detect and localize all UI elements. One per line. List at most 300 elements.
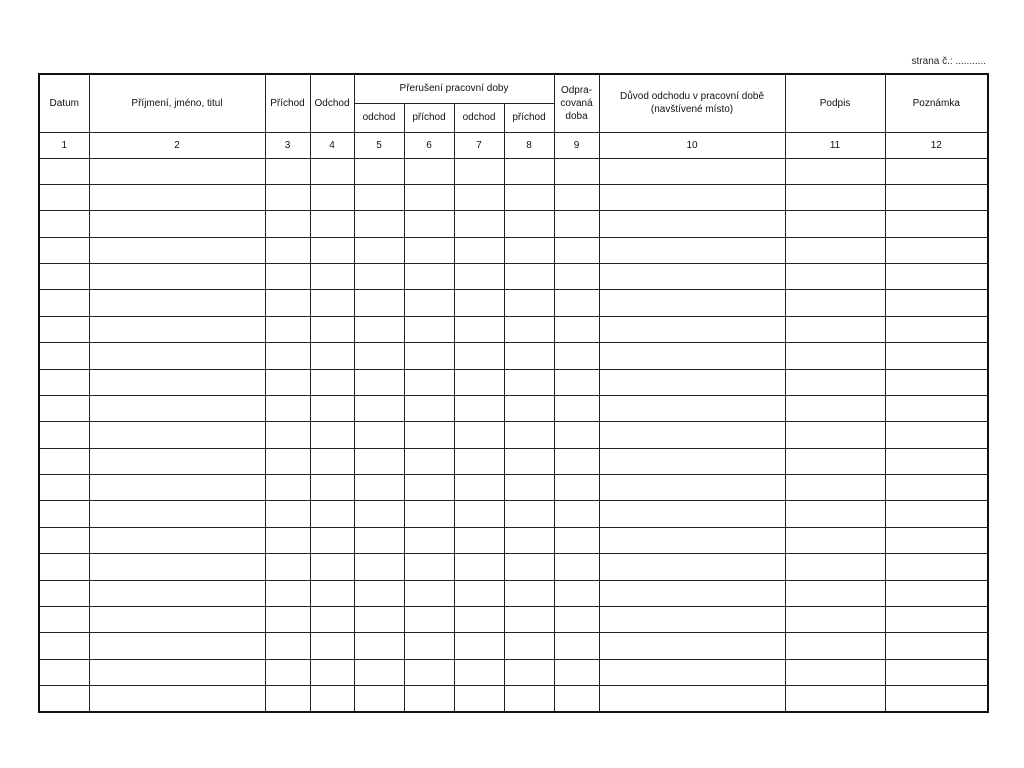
table-cell[interactable] <box>265 237 310 263</box>
table-cell[interactable] <box>404 264 454 290</box>
table-cell[interactable] <box>89 475 265 501</box>
table-cell[interactable] <box>354 448 404 474</box>
table-cell[interactable] <box>554 184 599 210</box>
table-cell[interactable] <box>454 501 504 527</box>
table-cell[interactable] <box>404 343 454 369</box>
table-cell[interactable] <box>785 422 885 448</box>
table-cell[interactable] <box>554 659 599 685</box>
table-cell[interactable] <box>454 395 504 421</box>
table-cell[interactable] <box>404 422 454 448</box>
table-cell[interactable] <box>885 633 988 659</box>
table-cell[interactable] <box>265 422 310 448</box>
table-cell[interactable] <box>785 633 885 659</box>
table-cell[interactable] <box>89 369 265 395</box>
table-row <box>39 395 988 421</box>
table-cell[interactable] <box>554 290 599 316</box>
table-cell[interactable] <box>599 211 785 237</box>
table-cell[interactable] <box>885 158 988 184</box>
table-cell[interactable] <box>354 264 404 290</box>
header-datum: Datum <box>39 74 89 132</box>
table-cell[interactable] <box>404 211 454 237</box>
table-cell[interactable] <box>39 343 89 369</box>
column-number: 5 <box>354 132 404 158</box>
table-cell[interactable] <box>599 290 785 316</box>
table-cell[interactable] <box>89 343 265 369</box>
table-row <box>39 290 988 316</box>
table-cell[interactable] <box>265 184 310 210</box>
table-cell[interactable] <box>265 343 310 369</box>
table-cell[interactable] <box>310 606 354 632</box>
table-cell[interactable] <box>404 184 454 210</box>
table-cell[interactable] <box>354 501 404 527</box>
table-cell[interactable] <box>785 606 885 632</box>
table-cell[interactable] <box>354 527 404 553</box>
table-cell[interactable] <box>454 184 504 210</box>
table-cell[interactable] <box>89 633 265 659</box>
subheader-break-departure-2: odchod <box>454 103 504 132</box>
table-cell[interactable] <box>265 501 310 527</box>
table-cell[interactable] <box>504 422 554 448</box>
header-arrival: Příchod <box>265 74 310 132</box>
header-name: Příjmení, jméno, titul <box>89 74 265 132</box>
table-cell[interactable] <box>404 369 454 395</box>
header-worked-time-line1: Odpra- <box>560 84 593 96</box>
table-cell[interactable] <box>404 475 454 501</box>
table-cell[interactable] <box>885 422 988 448</box>
table-cell[interactable] <box>454 211 504 237</box>
table-cell[interactable] <box>354 686 404 713</box>
table-cell[interactable] <box>454 369 504 395</box>
table-cell[interactable] <box>504 633 554 659</box>
table-row <box>39 554 988 580</box>
table-cell[interactable] <box>504 554 554 580</box>
table-cell[interactable] <box>265 527 310 553</box>
table-cell[interactable] <box>310 686 354 713</box>
table-cell[interactable] <box>89 580 265 606</box>
table-cell[interactable] <box>885 211 988 237</box>
table-cell[interactable] <box>39 316 89 342</box>
table-cell[interactable] <box>89 395 265 421</box>
table-cell[interactable] <box>354 395 404 421</box>
table-cell[interactable] <box>39 290 89 316</box>
table-cell[interactable] <box>599 264 785 290</box>
table-cell[interactable] <box>265 290 310 316</box>
table-cell[interactable] <box>39 237 89 263</box>
table-cell[interactable] <box>89 501 265 527</box>
table-cell[interactable] <box>89 184 265 210</box>
table-cell[interactable] <box>785 554 885 580</box>
table-cell[interactable] <box>785 211 885 237</box>
table-cell[interactable] <box>89 211 265 237</box>
table-row <box>39 633 988 659</box>
table-cell[interactable] <box>554 369 599 395</box>
column-number: 7 <box>454 132 504 158</box>
table-cell[interactable] <box>310 501 354 527</box>
table-row <box>39 343 988 369</box>
table-cell[interactable] <box>554 554 599 580</box>
table-cell[interactable] <box>265 264 310 290</box>
table-cell[interactable] <box>785 184 885 210</box>
table-cell[interactable] <box>39 264 89 290</box>
table-cell[interactable] <box>454 580 504 606</box>
table-row <box>39 659 988 685</box>
table-cell[interactable] <box>785 158 885 184</box>
table-cell[interactable] <box>554 580 599 606</box>
table-cell[interactable] <box>599 580 785 606</box>
table-cell[interactable] <box>599 633 785 659</box>
table-cell[interactable] <box>554 237 599 263</box>
header-reason <box>599 74 785 132</box>
table-cell[interactable] <box>885 659 988 685</box>
table-cell[interactable] <box>404 395 454 421</box>
table-cell[interactable] <box>554 527 599 553</box>
table-cell[interactable] <box>785 527 885 553</box>
table-body <box>39 158 988 712</box>
table-cell[interactable] <box>310 290 354 316</box>
table-cell[interactable] <box>354 158 404 184</box>
table-cell[interactable] <box>785 264 885 290</box>
table-cell[interactable] <box>265 475 310 501</box>
table-cell[interactable] <box>310 554 354 580</box>
column-number: 4 <box>310 132 354 158</box>
table-cell[interactable] <box>265 686 310 713</box>
table-cell[interactable] <box>504 580 554 606</box>
table-cell[interactable] <box>554 606 599 632</box>
table-cell[interactable] <box>504 290 554 316</box>
table-cell[interactable] <box>404 290 454 316</box>
table-cell[interactable] <box>39 659 89 685</box>
table-cell[interactable] <box>599 527 785 553</box>
table-cell[interactable] <box>354 659 404 685</box>
table-cell[interactable] <box>504 211 554 237</box>
table-cell[interactable] <box>310 237 354 263</box>
table-cell[interactable] <box>39 606 89 632</box>
header-departure: Odchod <box>310 74 354 132</box>
column-number: 9 <box>554 132 599 158</box>
table-cell[interactable] <box>454 554 504 580</box>
header-reason-line1: Důvod odchodu v pracovní době <box>620 91 765 103</box>
table-cell[interactable] <box>310 211 354 237</box>
table-cell[interactable] <box>265 580 310 606</box>
header-signature: Podpis <box>785 74 885 132</box>
table-cell[interactable] <box>885 237 988 263</box>
table-cell[interactable] <box>885 475 988 501</box>
table-cell[interactable] <box>265 448 310 474</box>
table-cell[interactable] <box>354 606 404 632</box>
table-cell[interactable] <box>599 554 785 580</box>
table-cell[interactable] <box>310 264 354 290</box>
table-cell[interactable] <box>265 369 310 395</box>
table-cell[interactable] <box>504 686 554 713</box>
table-cell[interactable] <box>599 369 785 395</box>
table-cell[interactable] <box>599 501 785 527</box>
table-cell[interactable] <box>354 237 404 263</box>
table-row <box>39 580 988 606</box>
table-cell[interactable] <box>785 659 885 685</box>
table-cell[interactable] <box>310 395 354 421</box>
header-worked-time-line2: covaná <box>560 97 593 109</box>
subheader-break-arrival-1: příchod <box>404 103 454 132</box>
table-row <box>39 501 988 527</box>
column-number: 11 <box>785 132 885 158</box>
table-cell[interactable] <box>885 395 988 421</box>
table-cell[interactable] <box>885 606 988 632</box>
table-cell[interactable] <box>454 158 504 184</box>
table-row <box>39 475 988 501</box>
table-row <box>39 264 988 290</box>
table-cell[interactable] <box>89 554 265 580</box>
table-cell[interactable] <box>354 422 404 448</box>
table-cell[interactable] <box>885 554 988 580</box>
table-cell[interactable] <box>265 606 310 632</box>
table-row <box>39 316 988 342</box>
table-cell[interactable] <box>504 369 554 395</box>
table-cell[interactable] <box>404 448 454 474</box>
table-cell[interactable] <box>354 290 404 316</box>
table-cell[interactable] <box>599 606 785 632</box>
table-cell[interactable] <box>39 422 89 448</box>
table-cell[interactable] <box>404 686 454 713</box>
table-cell[interactable] <box>89 606 265 632</box>
table-cell[interactable] <box>454 475 504 501</box>
table-cell[interactable] <box>89 448 265 474</box>
table-cell[interactable] <box>404 554 454 580</box>
column-number: 6 <box>404 132 454 158</box>
table-cell[interactable] <box>885 686 988 713</box>
table-cell[interactable] <box>404 606 454 632</box>
table-cell[interactable] <box>39 475 89 501</box>
subheader-break-arrival-2: příchod <box>504 103 554 132</box>
table-cell[interactable] <box>504 659 554 685</box>
table-cell[interactable] <box>454 606 504 632</box>
table-cell[interactable] <box>354 369 404 395</box>
table-cell[interactable] <box>454 343 504 369</box>
table-cell[interactable] <box>599 158 785 184</box>
table-cell[interactable] <box>554 686 599 713</box>
table-cell[interactable] <box>554 343 599 369</box>
table-cell[interactable] <box>885 264 988 290</box>
table-cell[interactable] <box>354 554 404 580</box>
table-cell[interactable] <box>885 369 988 395</box>
table-cell[interactable] <box>310 448 354 474</box>
table-cell[interactable] <box>404 633 454 659</box>
table-cell[interactable] <box>39 211 89 237</box>
table-cell[interactable] <box>599 184 785 210</box>
table-cell[interactable] <box>885 580 988 606</box>
table-cell[interactable] <box>599 686 785 713</box>
table-cell[interactable] <box>454 633 504 659</box>
table-cell[interactable] <box>785 316 885 342</box>
table-cell[interactable] <box>554 475 599 501</box>
table-cell[interactable] <box>504 264 554 290</box>
table-cell[interactable] <box>454 237 504 263</box>
table-cell[interactable] <box>504 343 554 369</box>
table-row <box>39 422 988 448</box>
table-cell[interactable] <box>265 211 310 237</box>
table-cell[interactable] <box>554 501 599 527</box>
table-cell[interactable] <box>599 448 785 474</box>
table-cell[interactable] <box>310 580 354 606</box>
table-cell[interactable] <box>265 395 310 421</box>
table-cell[interactable] <box>310 422 354 448</box>
table-cell[interactable] <box>599 475 785 501</box>
table-cell[interactable] <box>310 158 354 184</box>
table-cell[interactable] <box>504 237 554 263</box>
table-row <box>39 211 988 237</box>
table-cell[interactable] <box>454 422 504 448</box>
table-cell[interactable] <box>885 501 988 527</box>
table-cell[interactable] <box>504 448 554 474</box>
table-cell[interactable] <box>265 158 310 184</box>
table-cell[interactable] <box>89 158 265 184</box>
table-cell[interactable] <box>785 343 885 369</box>
table-cell[interactable] <box>310 316 354 342</box>
table-cell[interactable] <box>599 659 785 685</box>
table-cell[interactable] <box>885 343 988 369</box>
table-cell[interactable] <box>265 554 310 580</box>
table-cell[interactable] <box>354 580 404 606</box>
table-cell[interactable] <box>785 475 885 501</box>
header-worked-time <box>554 74 599 132</box>
table-cell[interactable] <box>554 316 599 342</box>
table-cell[interactable] <box>599 343 785 369</box>
column-number: 8 <box>504 132 554 158</box>
table-cell[interactable] <box>265 633 310 659</box>
table-cell[interactable] <box>454 448 504 474</box>
table-row <box>39 184 988 210</box>
table-cell[interactable] <box>504 501 554 527</box>
table-cell[interactable] <box>599 316 785 342</box>
column-number: 10 <box>599 132 785 158</box>
column-number: 3 <box>265 132 310 158</box>
table-cell[interactable] <box>404 158 454 184</box>
table-cell[interactable] <box>785 237 885 263</box>
table-cell[interactable] <box>310 184 354 210</box>
table-cell[interactable] <box>404 580 454 606</box>
table-cell[interactable] <box>504 395 554 421</box>
table-cell[interactable] <box>89 237 265 263</box>
table-cell[interactable] <box>554 211 599 237</box>
table-cell[interactable] <box>39 527 89 553</box>
table-cell[interactable] <box>354 211 404 237</box>
table-cell[interactable] <box>404 501 454 527</box>
table-cell[interactable] <box>785 686 885 713</box>
table-cell[interactable] <box>89 264 265 290</box>
table-cell[interactable] <box>454 264 504 290</box>
table-cell[interactable] <box>354 633 404 659</box>
table-cell[interactable] <box>39 395 89 421</box>
table-cell[interactable] <box>39 554 89 580</box>
table-cell[interactable] <box>504 184 554 210</box>
table-cell[interactable] <box>89 527 265 553</box>
table-cell[interactable] <box>785 580 885 606</box>
table-cell[interactable] <box>39 633 89 659</box>
table-cell[interactable] <box>39 158 89 184</box>
table-cell[interactable] <box>885 290 988 316</box>
table-row <box>39 606 988 632</box>
table-cell[interactable] <box>504 606 554 632</box>
table-row <box>39 158 988 184</box>
table-cell[interactable] <box>504 158 554 184</box>
table-cell[interactable] <box>885 527 988 553</box>
table-cell[interactable] <box>354 343 404 369</box>
subheader-break-departure-1: odchod <box>354 103 404 132</box>
table-cell[interactable] <box>599 395 785 421</box>
table-cell[interactable] <box>39 369 89 395</box>
table-cell[interactable] <box>885 184 988 210</box>
table-cell[interactable] <box>310 527 354 553</box>
table-cell[interactable] <box>454 659 504 685</box>
table-cell[interactable] <box>310 343 354 369</box>
table-cell[interactable] <box>404 659 454 685</box>
attendance-table <box>38 73 989 713</box>
table-cell[interactable] <box>39 501 89 527</box>
table-cell[interactable] <box>554 633 599 659</box>
table-cell[interactable] <box>504 316 554 342</box>
table-cell[interactable] <box>265 316 310 342</box>
table-cell[interactable] <box>354 184 404 210</box>
table-cell[interactable] <box>265 659 310 685</box>
table-cell[interactable] <box>554 264 599 290</box>
table-cell[interactable] <box>354 316 404 342</box>
table-cell[interactable] <box>89 659 265 685</box>
table-row <box>39 369 988 395</box>
table-cell[interactable] <box>310 475 354 501</box>
table-cell[interactable] <box>554 158 599 184</box>
table-cell[interactable] <box>554 448 599 474</box>
table-cell[interactable] <box>785 395 885 421</box>
table-row <box>39 448 988 474</box>
table-cell[interactable] <box>554 395 599 421</box>
table-cell[interactable] <box>554 422 599 448</box>
table-cell[interactable] <box>89 316 265 342</box>
table-cell[interactable] <box>404 527 454 553</box>
table-cell[interactable] <box>454 527 504 553</box>
table-cell[interactable] <box>89 422 265 448</box>
table-cell[interactable] <box>310 633 354 659</box>
header-reason-line2: (navštívené místo) <box>650 104 734 116</box>
page-number-label: strana č.: ........... <box>911 56 986 67</box>
table-cell[interactable] <box>454 686 504 713</box>
table-cell[interactable] <box>39 184 89 210</box>
table-cell[interactable] <box>885 316 988 342</box>
table-cell[interactable] <box>89 686 265 713</box>
table-cell[interactable] <box>39 686 89 713</box>
table-cell[interactable] <box>454 290 504 316</box>
table-cell[interactable] <box>310 369 354 395</box>
table-cell[interactable] <box>885 448 988 474</box>
header-worked-time-line3: doba <box>565 110 588 122</box>
table-cell[interactable] <box>599 422 785 448</box>
table-cell[interactable] <box>504 475 554 501</box>
table-cell[interactable] <box>89 290 265 316</box>
table-cell[interactable] <box>785 448 885 474</box>
table-cell[interactable] <box>504 527 554 553</box>
table-cell[interactable] <box>599 237 785 263</box>
table-cell[interactable] <box>310 659 354 685</box>
table-cell[interactable] <box>39 580 89 606</box>
table-cell[interactable] <box>785 290 885 316</box>
table-row <box>39 527 988 553</box>
table-cell[interactable] <box>785 501 885 527</box>
header-note: Poznámka <box>885 74 988 132</box>
table-cell[interactable] <box>785 369 885 395</box>
table-cell[interactable] <box>454 316 504 342</box>
table-cell[interactable] <box>404 237 454 263</box>
table-cell[interactable] <box>39 448 89 474</box>
table-cell[interactable] <box>404 316 454 342</box>
table-cell[interactable] <box>354 475 404 501</box>
